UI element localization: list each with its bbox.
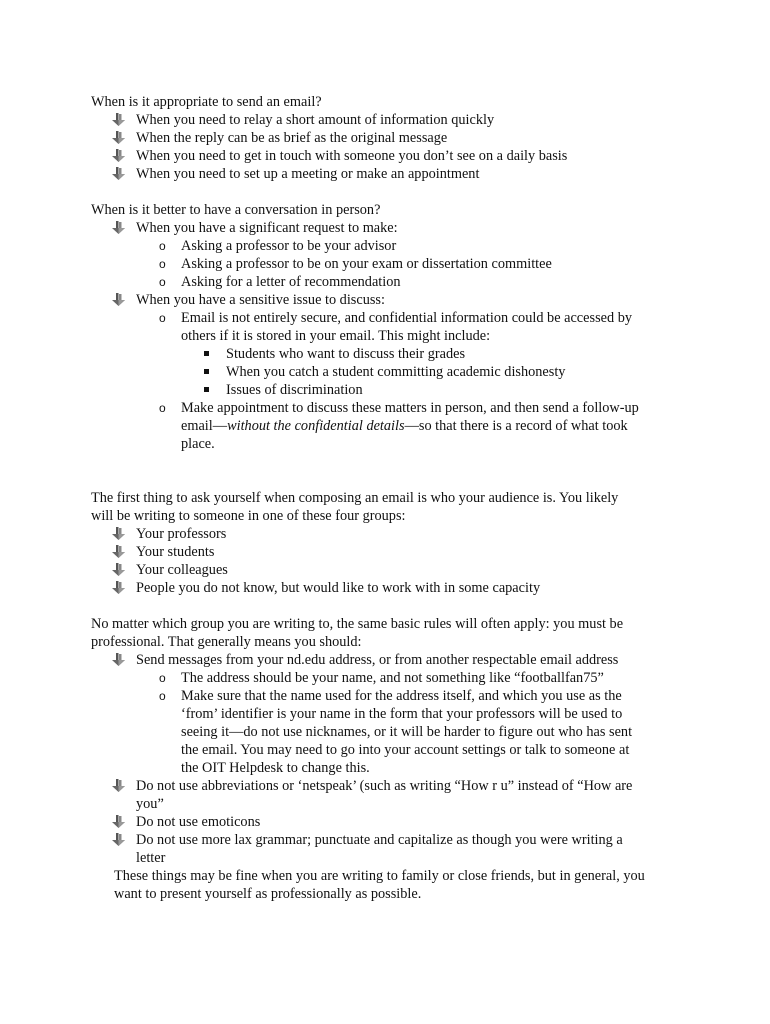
list-item: When you need to set up a meeting or make an appointment: [91, 165, 691, 183]
list-item: When you have a sensitive issue to discuss:: [91, 291, 691, 309]
down-arrow-bullet-icon: [111, 131, 125, 144]
section2-heading: When is it better to have a conversation in person?: [91, 202, 381, 218]
circle-bullet: o: [159, 275, 166, 289]
list-item: o Make appointment to discuss these matters in person, and then send a follow-up email—without the confidential details—so that there is a record of what took place.: [159, 400, 639, 452]
list-item: When the reply can be as brief as the original message: [91, 129, 691, 147]
list-item: Issues of discrimination: [91, 381, 691, 399]
section2-list: [91, 219, 691, 237]
circle-bullet: o: [159, 311, 166, 325]
request-sublist: [91, 237, 691, 291]
audience-list: [91, 525, 691, 597]
down-arrow-bullet-icon: [111, 545, 125, 558]
square-bullet: [204, 351, 209, 356]
list-item: Your colleagues: [91, 561, 691, 579]
down-arrow-bullet-icon: [111, 563, 125, 576]
audience-paragraph: The first thing to ask yourself when composing an email is who your audience is. You likely will be writing to someone in one of these four groups:: [91, 490, 619, 524]
list-item: o Email is not entirely secure, and confidential information could be accessed by others if it is stored in your email. This might include:: [159, 310, 632, 344]
down-arrow-bullet-icon: [111, 833, 125, 846]
rules-list: [91, 651, 691, 669]
list-item: o The address should be your name, and not something like “footballfan75”: [159, 670, 604, 686]
list-item: When you need to get in touch with someone you don’t see on a daily basis: [91, 147, 691, 165]
address-sublist: [91, 669, 691, 777]
down-arrow-bullet-icon: [111, 293, 125, 306]
list-item: When you have a significant request to make:: [91, 219, 691, 237]
italic-phrase: without the confidential details: [227, 418, 405, 434]
down-arrow-bullet-icon: [111, 653, 125, 666]
down-arrow-bullet-icon: [111, 221, 125, 234]
list-item: o Asking a professor to be your advisor: [159, 238, 397, 254]
down-arrow-bullet-icon: [111, 527, 125, 540]
list-item: Do not use more lax grammar; punctuate and capitalize as though you were writing a letter: [91, 831, 691, 867]
square-bullet: [204, 369, 209, 374]
list-item: o Asking for a letter of recommendation: [159, 274, 401, 290]
down-arrow-bullet-icon: [111, 815, 125, 828]
down-arrow-bullet-icon: [111, 779, 125, 792]
section1-list: [91, 111, 691, 183]
list-item: Do not use emoticons: [91, 813, 691, 831]
section1-heading: When is it appropriate to send an email?: [91, 94, 322, 110]
circle-bullet: o: [159, 257, 166, 271]
examples-list: [91, 345, 691, 399]
list-item: Your professors: [91, 525, 691, 543]
list-item: Send messages from your nd.edu address, or from another respectable email address: [91, 651, 691, 669]
down-arrow-bullet-icon: [111, 113, 125, 126]
list-item: When you catch a student committing academic dishonesty: [91, 363, 691, 381]
closing-paragraph: These things may be fine when you are writing to family or close friends, but in general, you want to present yourself as professionally as possible.: [114, 868, 645, 902]
down-arrow-bullet-icon: [111, 581, 125, 594]
circle-bullet: o: [159, 671, 166, 685]
circle-bullet: o: [159, 239, 166, 253]
circle-bullet: o: [159, 689, 166, 703]
list-item: People you do not know, but would like to work with in some capacity: [91, 579, 691, 597]
list-item: o Make sure that the name used for the address itself, and which you use as the ‘from’ identifier is your name in the form that your professors will be used to seeing it—do not use nicknames, or it will be harder to figure out who has sent the email. You may need to go into your account settings or talk to someone at the OIT Helpdesk to change this.: [159, 688, 633, 776]
list-item: Students who want to discuss their grades: [91, 345, 691, 363]
down-arrow-bullet-icon: [111, 167, 125, 180]
sensitive-sublist: [91, 309, 691, 345]
list-item: When you need to relay a short amount of information quickly: [91, 111, 691, 129]
list-item: Do not use abbreviations or ‘netspeak’ (such as writing “How r u” instead of “How are you”: [91, 777, 691, 813]
rules-paragraph: No matter which group you are writing to, the same basic rules will often apply: you must be professional. That generally means you should:: [91, 616, 624, 650]
list-item: Your students: [91, 543, 691, 561]
list-item: o Asking a professor to be on your exam or dissertation committee: [159, 256, 552, 272]
down-arrow-bullet-icon: [111, 149, 125, 162]
circle-bullet: o: [159, 401, 166, 415]
document-page: [91, 93, 691, 903]
square-bullet: [204, 387, 209, 392]
